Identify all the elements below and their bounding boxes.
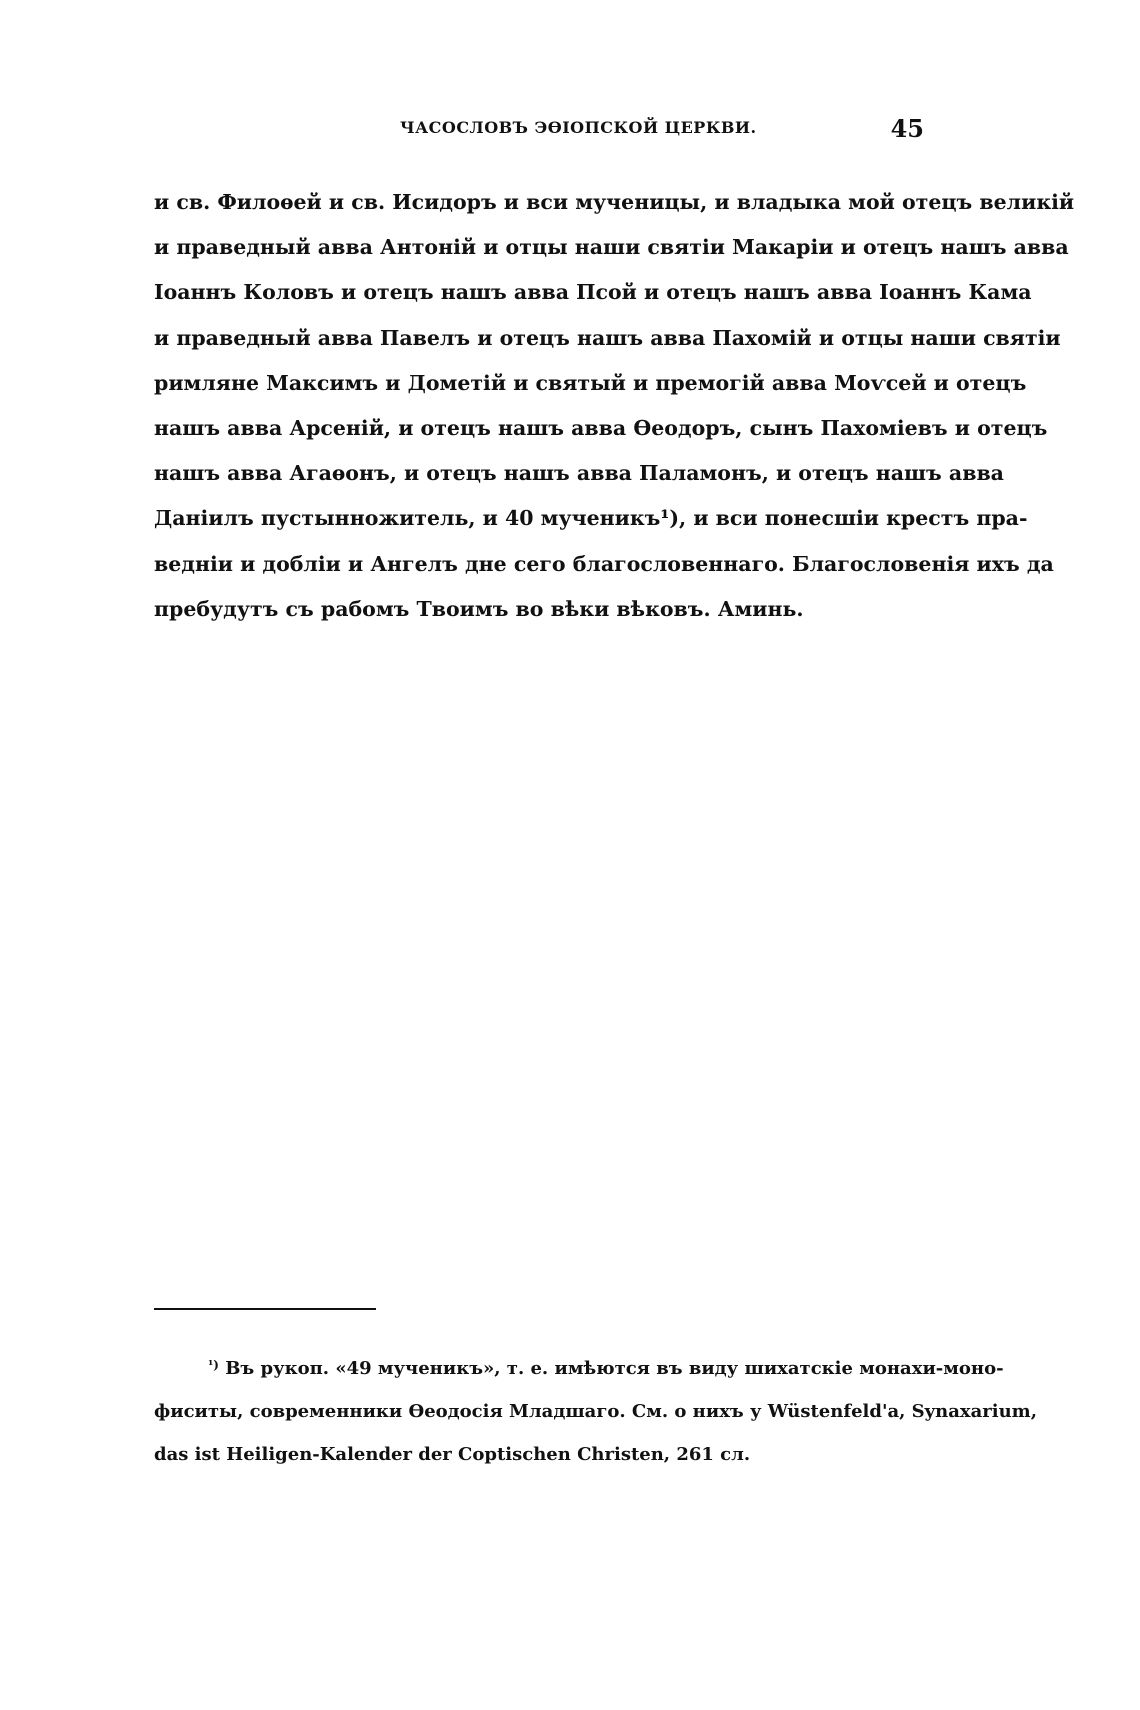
main-text (154, 188, 1075, 640)
footnote (154, 1356, 1037, 1485)
text-line: римляне Максимъ и Дометій и святый и премогій авва Моѵсей и отецъ (154, 370, 1027, 395)
page-number: 45 (890, 114, 924, 143)
text-line: и праведный авва Антоній и отцы наши святіи Макаріи и отецъ нашъ авва (154, 235, 1069, 260)
text-line: пребудутъ съ рабомъ Твоимъ во вѣки вѣковъ. Аминь. (154, 596, 804, 621)
running-head (150, 114, 924, 148)
footnote-line: das ist Heiligen-Kalender der Coptischen Christen, 261 сл. (154, 1444, 751, 1465)
footnote-marker: ¹) (208, 1358, 219, 1372)
text-line: и праведный авва Павелъ и отецъ нашъ авва Пахомій и отцы наши святіи (154, 325, 1061, 350)
text-line: и св. Филоѳей и св. Исидоръ и вси мученицы, и владыка мой отецъ великій (154, 190, 1075, 214)
footnote-line (154, 1356, 1004, 1399)
text-line: ведніи и добліи и Ангелъ дне сего благословеннаго. Благословенія ихъ да (154, 551, 1054, 576)
text-line: нашъ авва Агаѳонъ, и отецъ нашъ авва Паламонъ, и отецъ нашъ авва (154, 461, 1004, 486)
footnote-line: фиситы, современники Ѳеодосія Младшаго. См. о нихъ у Wüstenfeld'a, Synaxarium, (154, 1401, 1037, 1422)
footnote-separator (154, 1308, 376, 1310)
text-line: Даніилъ пустынножитель, и 40 мученикъ¹), и вси понесшіи крестъ пра- (154, 506, 1028, 531)
text-line: нашъ авва Арсеній, и отецъ нашъ авва Ѳеодоръ, сынъ Пахоміевъ и отецъ (154, 415, 1048, 440)
text-line: Іоаннъ Коловъ и отецъ нашъ авва Псой и отецъ нашъ авва Іоаннъ Кама (154, 280, 1032, 305)
footnote-text: Въ рукоп. «49 мученикъ», т. е. имѣются въ виду шихатскіе монахи-моно- (225, 1358, 1004, 1379)
running-title: ЧАСОСЛОВЪ ЭѲІОПСКОЙ ЦЕРКВИ. (400, 118, 757, 137)
